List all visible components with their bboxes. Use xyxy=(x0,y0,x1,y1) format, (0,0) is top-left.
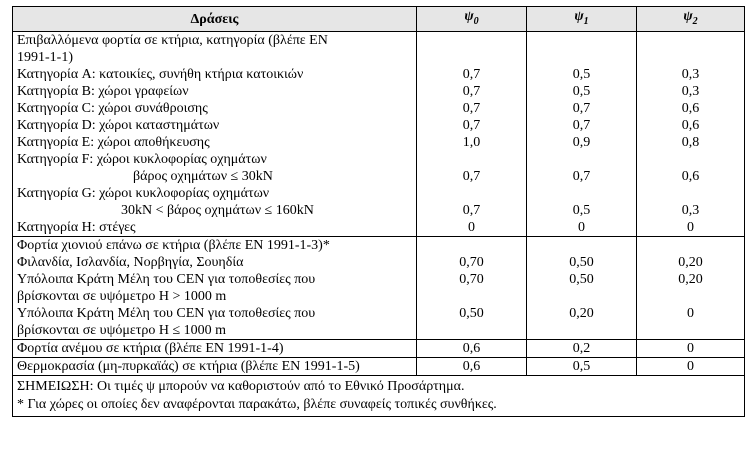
imposed-loads-title-line1: Επιβαλλόμενα φορτία σε κτήρια, κατηγορία (βλέπε EN xyxy=(17,33,328,48)
header-row xyxy=(13,7,745,32)
table-row xyxy=(13,358,745,376)
table-row xyxy=(13,66,745,83)
row-label-line2: βάρος οχημάτων ≤ 30kN xyxy=(133,169,273,184)
snow-loads-title: Φορτία χιονιού επάνω σε κτήρια (βλέπε EN 1991-1-3)* xyxy=(13,237,417,255)
header-actions: Δράσεις xyxy=(13,7,417,32)
row-label-line2: βρίσκονται σε υψόμετρο H > 1000 m xyxy=(17,289,227,304)
table-row xyxy=(13,340,745,358)
psi2-value: 0,6 xyxy=(637,117,745,134)
row-label: Φορτία ανέμου σε κτήρια (βλέπε EN 1991-1-4) xyxy=(13,340,417,358)
header-psi0 xyxy=(417,7,527,32)
table-row xyxy=(13,305,745,340)
note-other-countries: * Για χώρες οι οποίες δεν αναφέρονται παρακάτω, βλέπε συναφείς τοπικές συνθήκες. xyxy=(17,397,497,412)
header-psi0-subscript: 0 xyxy=(473,15,479,27)
psi2-value: 0,3 xyxy=(637,66,745,83)
psi1-value: 0,5 xyxy=(527,358,637,376)
row-label: Κατηγορία C: χώροι συνάθροισης xyxy=(13,100,417,117)
psi1-value: 0,7 xyxy=(527,100,637,117)
header-psi1 xyxy=(527,7,637,32)
row-label: Φιλανδία, Ισλανδία, Νορβηγία, Σουηδία xyxy=(13,254,417,271)
psi1-value: 0,20 xyxy=(527,305,637,340)
header-psi2-symbol: ψ xyxy=(683,9,693,25)
psi2-value: 0,8 xyxy=(637,134,745,151)
psi2-value: 0,20 xyxy=(637,271,745,305)
table-row xyxy=(13,134,745,151)
row-label-line2: βρίσκονται σε υψόμετρο H ≤ 1000 m xyxy=(17,323,227,338)
psi0-value: 0,70 xyxy=(417,271,527,305)
table-row xyxy=(13,271,745,305)
psi0-value: 0,7 xyxy=(417,100,527,117)
psi1-value: 0,2 xyxy=(527,340,637,358)
row-label xyxy=(13,185,417,219)
row-label-line2: 30kN < βάρος οχημάτων ≤ 160kN xyxy=(121,203,314,218)
psi2-value: 0 xyxy=(637,340,745,358)
snow-loads-title-row xyxy=(13,237,745,255)
psi1-value: 0,7 xyxy=(527,117,637,134)
header-psi2-subscript: 2 xyxy=(692,15,698,27)
psi2-value: 0,6 xyxy=(637,151,745,185)
psi0-value: 0,7 xyxy=(417,117,527,134)
row-label xyxy=(13,151,417,185)
psi1-value: 0,50 xyxy=(527,254,637,271)
psi0-value: 0,6 xyxy=(417,358,527,376)
header-psi2 xyxy=(637,7,745,32)
psi1-value: 0,5 xyxy=(527,83,637,100)
psi-factors-table-document xyxy=(12,6,744,417)
psi0-value: 0 xyxy=(417,219,527,237)
psi0-value: 0,6 xyxy=(417,340,527,358)
psi2-value: 0,20 xyxy=(637,254,745,271)
notes-row xyxy=(13,376,745,417)
psi0-value: 0,70 xyxy=(417,254,527,271)
table-row xyxy=(13,185,745,219)
psi2-value: 0,6 xyxy=(637,100,745,117)
imposed-loads-title-line2: 1991-1-1) xyxy=(17,50,73,65)
psi1-value: 0,5 xyxy=(527,185,637,219)
psi2-value: 0,3 xyxy=(637,185,745,219)
row-label-line1: Υπόλοιπα Κράτη Μέλη του CEN για τοποθεσίες που xyxy=(17,272,316,287)
row-label-line1: Κατηγορία F: χώροι κυκλοφορίας οχημάτων xyxy=(17,152,267,167)
row-label: Κατηγορία H: στέγες xyxy=(13,219,417,237)
imposed-loads-title-row xyxy=(13,32,745,67)
psi1-value: 0 xyxy=(527,219,637,237)
psi2-value: 0 xyxy=(637,305,745,340)
table-row xyxy=(13,117,745,134)
psi1-value: 0,9 xyxy=(527,134,637,151)
header-psi1-symbol: ψ xyxy=(574,9,584,25)
psi2-value: 0 xyxy=(637,219,745,237)
psi1-value: 0,7 xyxy=(527,151,637,185)
psi0-value: 0,50 xyxy=(417,305,527,340)
row-label xyxy=(13,305,417,340)
psi1-value: 0,5 xyxy=(527,66,637,83)
row-label xyxy=(13,271,417,305)
row-label-line1: Κατηγορία G: χώροι κυκλοφορίας οχημάτων xyxy=(17,186,270,201)
table-row xyxy=(13,100,745,117)
table-notes xyxy=(13,376,745,417)
table-row xyxy=(13,151,745,185)
row-label: Θερμοκρασία (μη-πυρκαϊάς) σε κτήρια (βλέπε EN 1991-1-5) xyxy=(13,358,417,376)
row-label: Κατηγορία E: χώροι αποθήκευσης xyxy=(13,134,417,151)
psi2-value: 0,3 xyxy=(637,83,745,100)
psi-factors-table xyxy=(12,6,745,417)
row-label: Κατηγορία A: κατοικίες, συνήθη κτήρια κατοικιών xyxy=(13,66,417,83)
psi0-value: 0,7 xyxy=(417,66,527,83)
psi0-value: 0,7 xyxy=(417,185,527,219)
row-label: Κατηγορία D: χώροι καταστημάτων xyxy=(13,117,417,134)
header-psi0-symbol: ψ xyxy=(464,9,474,25)
psi2-value: 0 xyxy=(637,358,745,376)
table-row xyxy=(13,83,745,100)
psi0-value: 0,7 xyxy=(417,151,527,185)
table-row xyxy=(13,254,745,271)
row-label-line1: Υπόλοιπα Κράτη Μέλη του CEN για τοποθεσίες που xyxy=(17,306,316,321)
psi0-value: 0,7 xyxy=(417,83,527,100)
psi0-value: 1,0 xyxy=(417,134,527,151)
note-national-annex: ΣΗΜΕΙΩΣΗ: Οι τιμές ψ μπορούν να καθοριστούν από το Εθνικό Προσάρτημα. xyxy=(17,379,465,394)
imposed-loads-title xyxy=(13,32,417,67)
table-row xyxy=(13,219,745,237)
row-label: Κατηγορία B: χώροι γραφείων xyxy=(13,83,417,100)
psi1-value: 0,50 xyxy=(527,271,637,305)
header-psi1-subscript: 1 xyxy=(583,15,589,27)
